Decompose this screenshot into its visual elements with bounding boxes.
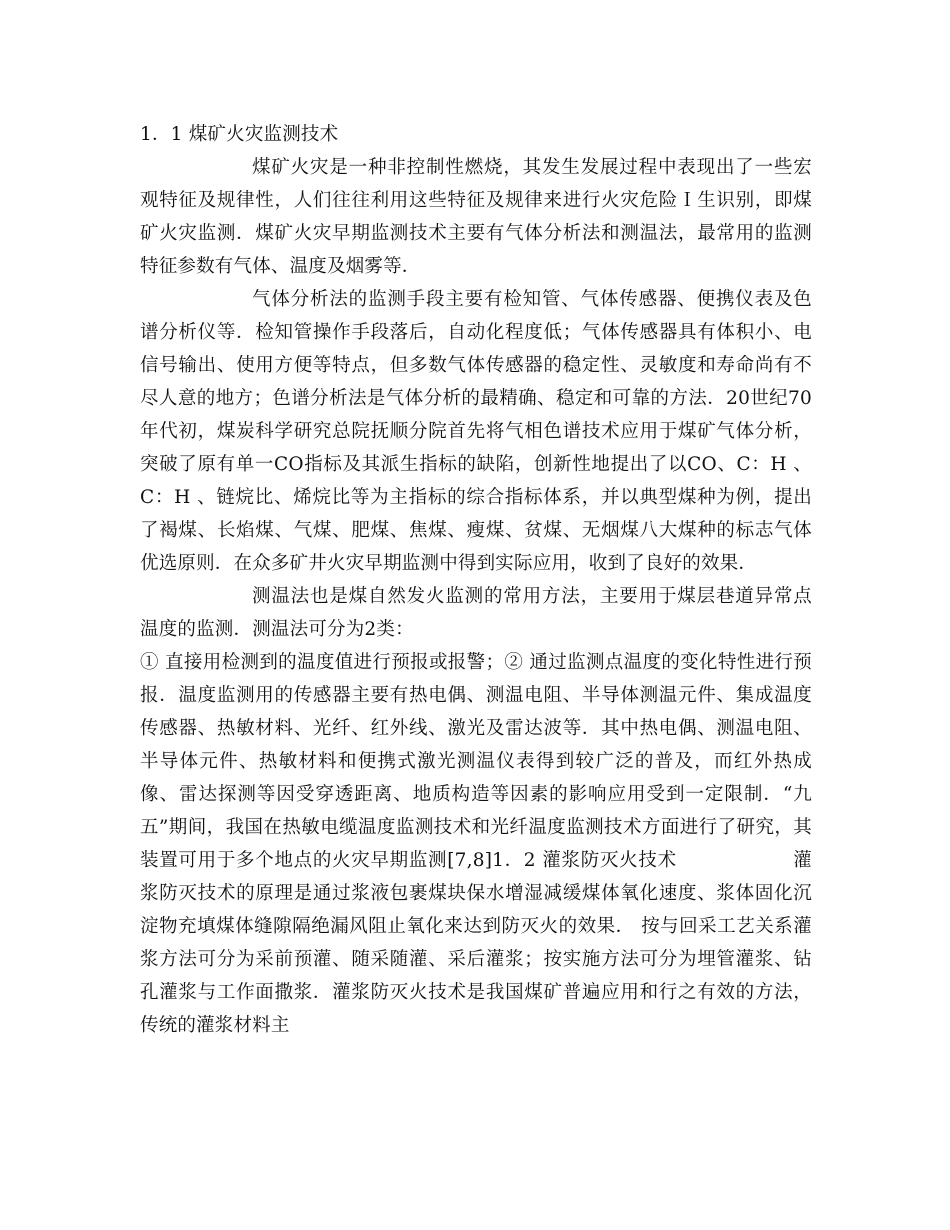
paragraph-temperature-method: 测温法也是煤自然发火监测的常用方法，主要用于煤层巷道异常点温度的监测．测温法可分为2类：: [140, 586, 812, 640]
section-heading: 1．1 煤矿火灾监测技术: [140, 124, 339, 145]
paragraph-grouting-text: 灌浆防灭技术的原理是通过浆液包裹煤块保水增湿减缓煤体氧化速度、浆体固化沉淀物充填煤体缝隙隔绝漏风阻止氧化来达到防灭火的效果． 按与回采工艺关系灌浆方法可分为采前预灌、随采随灌、采后灌浆；按实施方法可分为埋管灌浆、钻孔灌浆与工作面撒浆．灌浆防灭火技术是我国煤矿普遍应用和行之有效的方法，传统的灌浆材料主: [140, 850, 813, 1036]
paragraph-temperature-sensors-text: ① 直接用检测到的温度值进行预报或报警；② 通过监测点温度的变化特性进行预报．温度监测用的传感器主要有热电偶、测温电阻、半导体测温元件、集成温度传感器、热敏材料、光纤、红外线、激光及雷达波等．其中热电偶、测温电阻、半导体元件、热敏材料和便携式激光测温仪表得到较广泛的普及，而红外热成像、雷达探测等因受穿透距离、地质构造等因素的影响应用受到一定限制．“九五”期间，我国在热敏电缆温度监测技术和光纤温度监测技术方面进行了研究，其装置可用于多个地点的火灾早期监测[7,8]1．2 灌浆防灭火技术: [140, 652, 812, 871]
document-body: [140, 118, 812, 1042]
paragraph-gas-analysis: 气体分析法的监测手段主要有检知管、气体传感器、便携仪表及色谱分析仪等．检知管操作手段落后，自动化程度低；气体传感器具有体积小、电信号输出、使用方便等特点，但多数气体传感器的稳定性、灵敏度和寿命尚有不尽人意的地方；色谱分析法是气体分析的最精确、稳定和可靠的方法．20世纪70年代初，煤炭科学研究总院抚顺分院首先将气相色谱技术应用于煤矿气体分析，突破了原有单一CO指标及其派生指标的缺陷，创新性地提出了以CO、C：H 、C：H 、链烷比、烯烷比等为主指标的综合指标体系，并以典型煤种为例，提出了褐煤、长焰煤、气煤、肥煤、焦煤、瘦煤、贫煤、无烟煤八大煤种的标志气体优选原则．在众多矿井火灾早期监测中得到实际应用，收到了良好的效果．: [140, 289, 812, 574]
paragraph-temperature-sensors: [140, 646, 812, 1042]
paragraph-fire-monitoring: 煤矿火灾是一种非控制性燃烧，其发生发展过程中表现出了一些宏观特征及规律性，人们往往利用这些特征及规律来进行火灾危险Ｉ生识别，即煤矿火灾监测．煤矿火灾早期监测技术主要有气体分析法和测温法，最常用的监测特征参数有气体、温度及烟雾等．: [140, 157, 812, 277]
